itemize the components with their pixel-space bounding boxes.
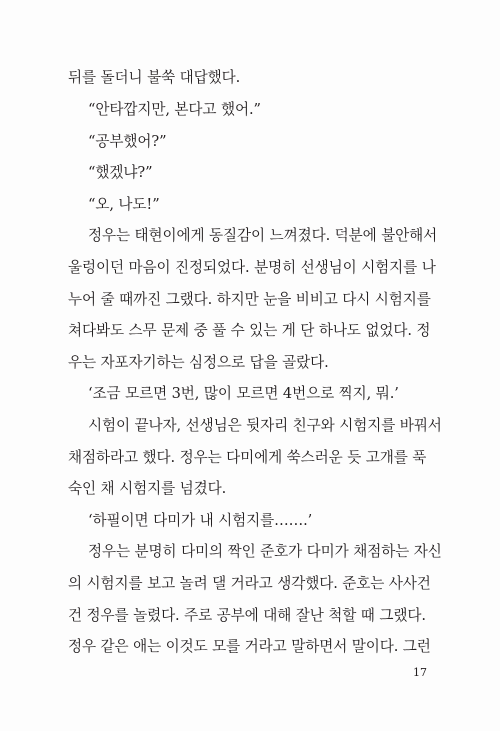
text-line: 정우는 태현이에게 동질감이 느껴졌다. 덕분에 불안해서 — [88, 227, 438, 244]
text-line: 숙인 채 시험지를 넘겼다. — [68, 480, 227, 497]
text-line: 쳐다봐도 스무 문제 중 풀 수 있는 게 단 하나도 없었다. 정 — [68, 322, 431, 339]
text-line: ‘하필이면 다미가 내 시험지를…….’ — [88, 512, 313, 529]
text-line: ‘조금 모르면 3번, 많이 모르면 4번으로 찍지, 뭐.’ — [88, 385, 399, 402]
text-line: 채점하라고 했다. 정우는 다미에게 쑥스러운 듯 고개를 푹 — [68, 449, 427, 466]
text-line: “했겠냐?” — [88, 164, 153, 181]
text-line: “공부했어?” — [88, 133, 167, 150]
text-line: 의 시험지를 보고 놀려 댈 거라고 생각했다. 준호는 사사건 — [68, 575, 431, 592]
text-line: 정우는 분명히 다미의 짝인 준호가 다미가 채점하는 자신 — [88, 543, 442, 560]
text-line: “오, 나도!” — [88, 196, 160, 213]
text-line: 울렁이던 마음이 진정되었다. 분명히 선생님이 시험지를 나 — [68, 259, 436, 276]
text-line: 정우 같은 애는 이것도 모를 거라고 말하면서 말이다. 그런 — [68, 638, 431, 655]
text-line: 시험이 끝나자, 선생님은 뒷자리 친구와 시험지를 바꿔서 — [88, 417, 442, 434]
text-line: 누어 줄 때까진 그랬다. 하지만 눈을 비비고 다시 시험지를 — [68, 291, 431, 308]
text-line: 우는 자포자기하는 심정으로 답을 골랐다. — [68, 354, 329, 371]
text-line: 건 정우를 놀렸다. 주로 공부에 대해 잘난 척할 때 그랬다. — [68, 607, 426, 624]
page-number: 17 — [413, 666, 427, 679]
text-line: 뒤를 돌더니 불쑥 대답했다. — [68, 69, 241, 86]
text-line: “안타깝지만, 본다고 했어.” — [88, 101, 261, 118]
